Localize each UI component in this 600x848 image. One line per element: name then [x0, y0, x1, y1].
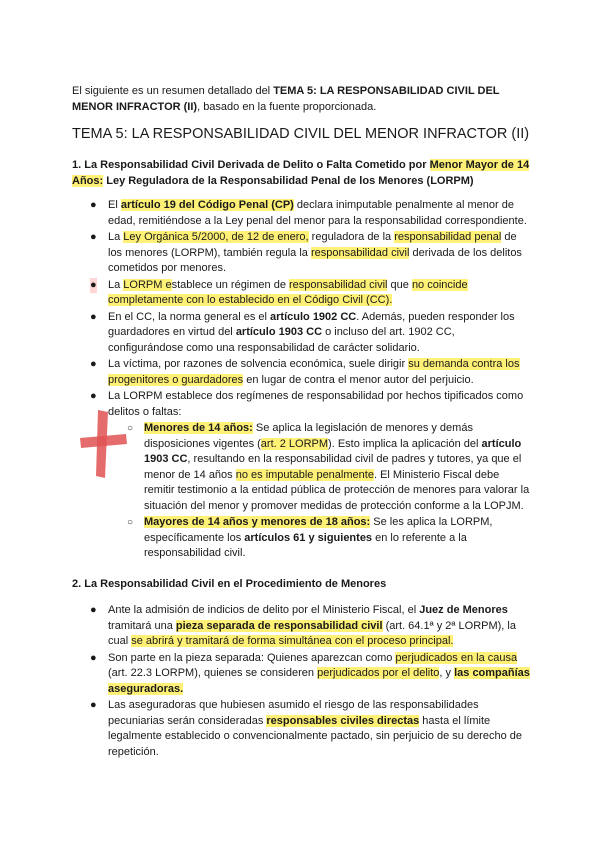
text: (art. 64.1ª y 2ª LORPM), la cual [108, 619, 516, 647]
bullet-icon: ● [90, 699, 97, 711]
text: derivada de los delitos cometidos por menores. [108, 246, 522, 274]
text: stablece un régimen de [171, 278, 290, 291]
text: en lo referente a la responsabilidad civil. [144, 531, 467, 559]
bullet-icon: ● [90, 231, 97, 243]
bullet-icon: ● [90, 358, 97, 370]
highlight: su demanda contra los progenitores o guardadores [108, 358, 520, 386]
text: de los menores (LORPM), también regula la [108, 231, 517, 259]
page-title: TEMA 5: LA RESPONSABILIDAD CIVIL DEL MENOR INFRACTOR (II) [72, 126, 530, 142]
highlight: no coincide completamente con lo establecido en el Código Civil (CC). [108, 278, 468, 306]
bullet-icon: ● [90, 199, 97, 211]
text: hasta el límite legalmente establecido o convencionalmente pactado, sin perjuicio de su derecho de repetición. [108, 714, 522, 758]
text: El [108, 199, 121, 211]
list-item [72, 698, 530, 760]
highlight: las compañías aseguradoras. [108, 667, 530, 695]
text: La LORPM establece dos regímenes de responsabilidad por hechos tipificados como delitos o faltas: [108, 390, 524, 418]
text: En el CC, la norma general es el [108, 310, 271, 323]
text: tramitará una [108, 619, 176, 632]
text: Las aseguradoras que hubiesen asumido el riesgo de las responsabilidades pecuniarias serán consideradas [108, 699, 479, 727]
highlight: Ley Orgánica 5/2000, de 12 de enero, [123, 231, 309, 243]
text: La [108, 231, 124, 243]
intro-text-end: , basado en la fuente proporcionada. [197, 101, 377, 113]
sub-list-item [72, 421, 530, 514]
highlight: Menores de 14 años: [144, 422, 253, 434]
list-item [72, 198, 530, 229]
text: . El Ministerio Fiscal debe remitir testimonio a la entidad pública de protección de menores para valorar la situación del menor y promover medidas de protección conforme a la LOPJM. [144, 468, 530, 512]
highlight: responsabilidad civil [289, 278, 388, 291]
bullet-icon: ● [90, 651, 97, 664]
section-2-list [72, 603, 530, 761]
intro-text: El siguiente es un resumen detallado del [72, 85, 274, 97]
bold-text: artículos 61 y siguientes [244, 531, 373, 544]
highlight: perjudicados en la causa [395, 651, 518, 664]
highlight: responsables civiles directas [266, 714, 420, 727]
circle-bullet-icon: ○ [127, 423, 134, 434]
highlight: art. 2 LORPM [260, 437, 329, 450]
text: Ante la admisión de indicios de delito por el Ministerio Fiscal, el [108, 604, 420, 616]
text: (art. 22.3 LORPM), quienes se consideren [108, 667, 318, 679]
sub-list [108, 421, 530, 562]
text: , y [439, 667, 455, 679]
list-item [72, 230, 530, 277]
bold-text: artículo 1903 CC [235, 326, 323, 338]
highlight: Mayores de 14 años y menores de 18 años: [144, 516, 371, 528]
bold-text: artículo 1903 CC [144, 437, 522, 465]
text: Son parte en la pieza separada: Quienes aparezcan como [108, 651, 396, 664]
highlight: responsabilidad penal [394, 231, 502, 243]
highlight: responsabilidad civil [310, 246, 410, 259]
bullet-icon: ● [90, 604, 97, 616]
highlight: pieza separada de responsabilidad civil [175, 619, 383, 632]
highlight: LORPM e [123, 278, 172, 291]
text: que [387, 278, 412, 291]
text: , resultando en la responsabilidad civil de padres y tutores, ya que el menor de 14 años [144, 453, 522, 481]
list-item [72, 278, 530, 309]
red-cross-annotation-icon [78, 408, 128, 480]
text: Se les aplica la LORPM, específicamente los [144, 516, 493, 544]
text: o incluso del art. 1902 CC, configurándose como una responsabilidad de carácter solidario. [108, 326, 455, 354]
text: reguladora de la [308, 231, 395, 243]
bold-text: artículo 1902 CC [270, 310, 357, 323]
section-1-list [72, 198, 530, 563]
highlight: no es imputable penalmente [235, 468, 374, 481]
bullet-icon: ● [90, 278, 97, 294]
intro-bold-title: TEMA 5: LA RESPONSABILIDAD CIVIL DEL MENOR INFRACTOR (II) [72, 85, 500, 113]
highlight: artículo 19 del Código Penal (CP) [120, 199, 294, 211]
bullet-icon: ● [90, 310, 97, 323]
list-item [72, 389, 530, 562]
list-item [72, 357, 530, 388]
list-item [72, 651, 530, 698]
bullet-icon: ● [90, 390, 97, 402]
text: declara inimputable penalmente al menor de edad, remitiéndose a la Ley penal del menor para la responsabilidad correspondiente. [108, 199, 527, 227]
heading-text-end: Ley Reguladora de la Responsabilidad Penal de los Menores (LORPM) [103, 175, 474, 187]
section-2-heading: 2. La Responsabilidad Civil en el Procedimiento de Menores [72, 578, 387, 590]
section-1-heading [72, 157, 542, 189]
highlight: se abrirá y tramitará de forma simultánea con el proceso principal. [131, 635, 454, 647]
text: Se aplica la legislación de menores y demás disposiciones vigentes ( [144, 422, 473, 450]
text: en lugar de contra el menor autor del perjuicio. [243, 373, 474, 386]
text: . Además, pueden responder los guardadores en virtud del [108, 310, 515, 338]
heading-text: 1. La Responsabilidad Civil Derivada de Delito o Falta Cometido por [72, 159, 430, 171]
list-item [72, 310, 530, 357]
intro-paragraph [72, 83, 532, 115]
sub-list-item [72, 515, 530, 562]
list-item [72, 603, 530, 650]
text: ). Esto implica la aplicación del [328, 437, 482, 450]
text: La víctima, por razones de solvencia económica, suele dirigir [108, 358, 409, 370]
circle-bullet-icon: ○ [127, 517, 134, 528]
text: La [108, 278, 124, 291]
highlight: perjudicados por el delito [317, 667, 440, 679]
heading-highlight: Menor Mayor de 14 Años: [72, 159, 530, 187]
bold-text: Juez de Menores [419, 604, 508, 616]
